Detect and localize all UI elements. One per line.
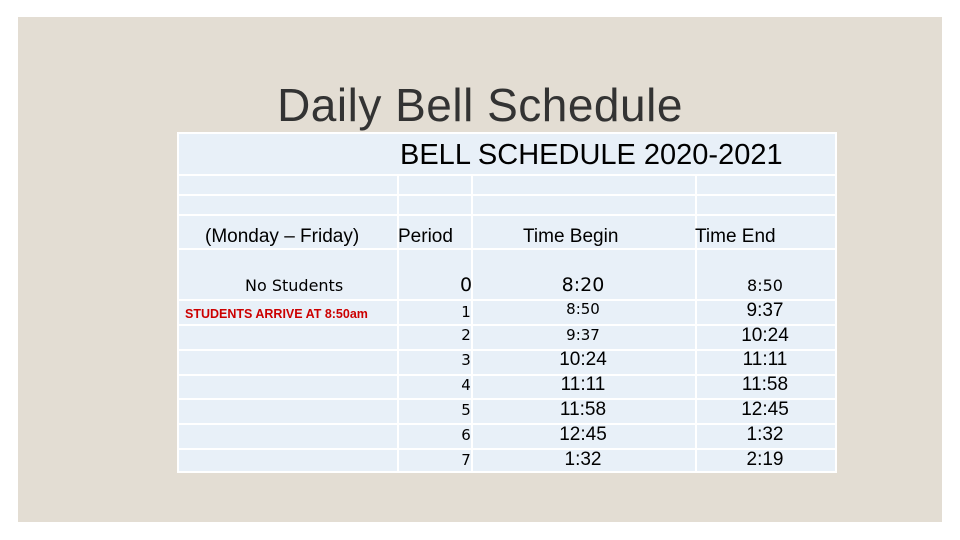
- time-begin-cell: 1:32: [564, 449, 602, 470]
- grid-line: [179, 349, 835, 351]
- time-end-cell: 10:24: [741, 325, 789, 346]
- grid-line: [179, 174, 835, 176]
- grid-line: [471, 174, 473, 471]
- grid-line: [179, 374, 835, 376]
- time-begin-cell: 12:45: [559, 424, 607, 445]
- column-header-time-begin: Time Begin: [523, 226, 619, 247]
- grid-line: [397, 174, 399, 471]
- column-header-days: (Monday – Friday): [205, 226, 360, 247]
- grid-line: [179, 398, 835, 400]
- grid-line: [179, 324, 835, 326]
- time-begin-cell: 8:50: [566, 300, 600, 318]
- table-header: BELL SCHEDULE 2020-2021: [400, 139, 783, 171]
- bell-schedule-table: [177, 132, 837, 473]
- time-end-cell: 11:11: [742, 349, 788, 370]
- grid-line: [179, 299, 835, 301]
- column-header-time-end: Time End: [695, 226, 776, 247]
- period-cell: 2: [461, 326, 471, 344]
- grid-line: [179, 248, 835, 250]
- period-cell: 1: [461, 303, 471, 321]
- period-cell: 3: [461, 351, 471, 369]
- column-header-period: Period: [398, 226, 453, 247]
- time-end-cell: 1:32: [746, 424, 784, 445]
- time-begin-cell: 10:24: [559, 349, 607, 370]
- time-begin-cell: 11:58: [559, 399, 607, 420]
- time-end-cell: 2:19: [746, 449, 784, 470]
- grid-line: [695, 174, 697, 471]
- grid-line: [179, 423, 835, 425]
- time-end-cell: 9:37: [746, 300, 784, 321]
- grid-line: [179, 448, 835, 450]
- no-students-note: No Students: [245, 276, 344, 295]
- time-end-cell: 12:45: [741, 399, 789, 420]
- period-cell: 5: [461, 401, 471, 419]
- students-arrive-note: STUDENTS ARRIVE AT 8:50am: [185, 307, 368, 321]
- period-cell: 6: [461, 426, 471, 444]
- period-cell: 4: [461, 376, 471, 394]
- grid-line: [179, 194, 835, 196]
- time-begin-cell: 9:37: [566, 326, 600, 344]
- period-cell: 7: [461, 451, 471, 469]
- slide-title: Daily Bell Schedule: [277, 79, 683, 131]
- time-begin-cell: 8:20: [561, 274, 605, 296]
- time-end-cell: 8:50: [747, 276, 783, 295]
- grid-line: [179, 214, 835, 216]
- time-begin-cell: 11:11: [560, 374, 606, 395]
- time-end-cell: 11:58: [741, 374, 789, 395]
- period-cell: 0: [459, 274, 473, 296]
